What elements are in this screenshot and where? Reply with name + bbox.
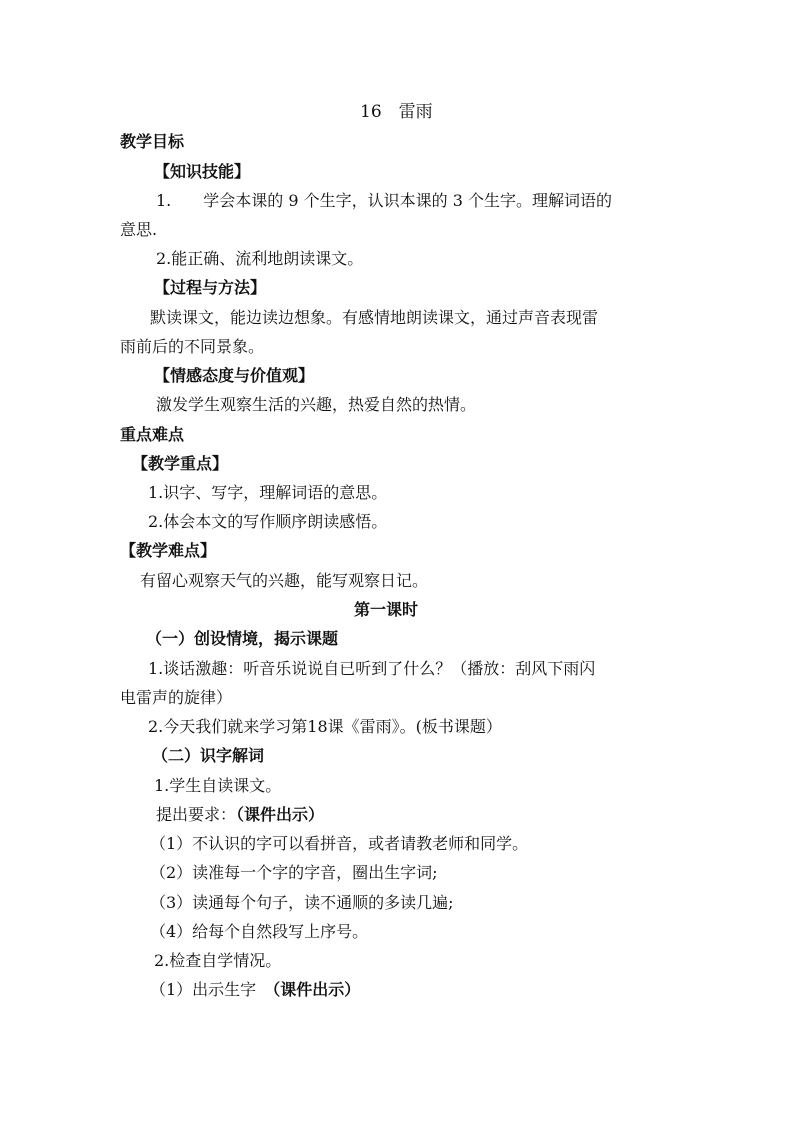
lesson-period-heading: 第一课时 — [354, 600, 419, 619]
subheading-focus: 【教学重点】 — [132, 454, 229, 473]
requirement-2: （2）读准每一个字的字音，圈出生字词; — [150, 863, 438, 882]
subheading-process: 【过程与方法】 — [154, 278, 267, 297]
part-1-item-1-line-2: 电雷声的旋律） — [120, 688, 233, 707]
requirement-3: （3）读通每个句子，读不通顺的多读几遍; — [150, 893, 454, 912]
section-heading-goals: 教学目标 — [120, 132, 185, 151]
part-2-heading: （二）识字解词 — [152, 746, 265, 765]
process-line-1: 默读课文，能边读边想象。有感情地朗读课文，通过声音表现雷 — [150, 308, 599, 327]
show-characters-courseware-note: （课件出示） — [272, 980, 361, 999]
requirement-4: （4）给每个自然段写上序号。 — [150, 922, 369, 941]
show-characters-text: （1）出示生字 — [150, 980, 273, 999]
goal-2: 2.能正确、流利地朗读课文。 — [156, 249, 364, 268]
show-characters-line — [150, 982, 360, 998]
section-heading-key-points: 重点难点 — [120, 425, 185, 444]
emotion-text: 激发学生观察生活的兴趣，热爱自然的热情。 — [156, 395, 477, 414]
part-2-item-2: 2.检查自学情况。 — [154, 951, 282, 970]
part-1-item-1-line-1: 1.谈话激趣：听音乐说说自已听到了什么？（播放：刮风下雨闪 — [148, 659, 596, 678]
subheading-knowledge: 【知识技能】 — [154, 162, 251, 181]
requirements-courseware-note: （课件出示） — [236, 805, 325, 824]
part-1-item-2: 2.今天我们就来学习第18课《雷雨》。(板书课题） — [148, 717, 502, 736]
goal-1-line-2: 意思. — [120, 220, 158, 239]
requirements-line — [156, 807, 324, 823]
requirement-1: （1）不认识的字可以看拼音，或者请教老师和同学。 — [150, 834, 529, 853]
process-line-2: 雨前后的不同景象。 — [120, 337, 265, 356]
goal-1-line-1: 1. 学会本课的 9 个生字，认识本课的 3 个生字。理解词语的 — [156, 191, 612, 210]
requirements-prefix: 提出要求： — [156, 805, 237, 824]
subheading-emotion: 【情感态度与价值观】 — [154, 366, 315, 385]
lesson-title: 16 雷雨 — [360, 102, 433, 122]
part-2-item-1: 1.学生自读课文。 — [154, 776, 282, 795]
difficulty-text: 有留心观察天气的兴趣，能写观察日记。 — [140, 571, 429, 590]
focus-1: 1.识字、写字，理解词语的意思。 — [148, 483, 388, 502]
focus-2: 2.体会本文的写作顺序朗读感悟。 — [148, 512, 388, 531]
part-1-heading: （一）创设情境，揭示课题 — [146, 629, 339, 648]
subheading-difficulty: 【教学难点】 — [120, 541, 217, 560]
